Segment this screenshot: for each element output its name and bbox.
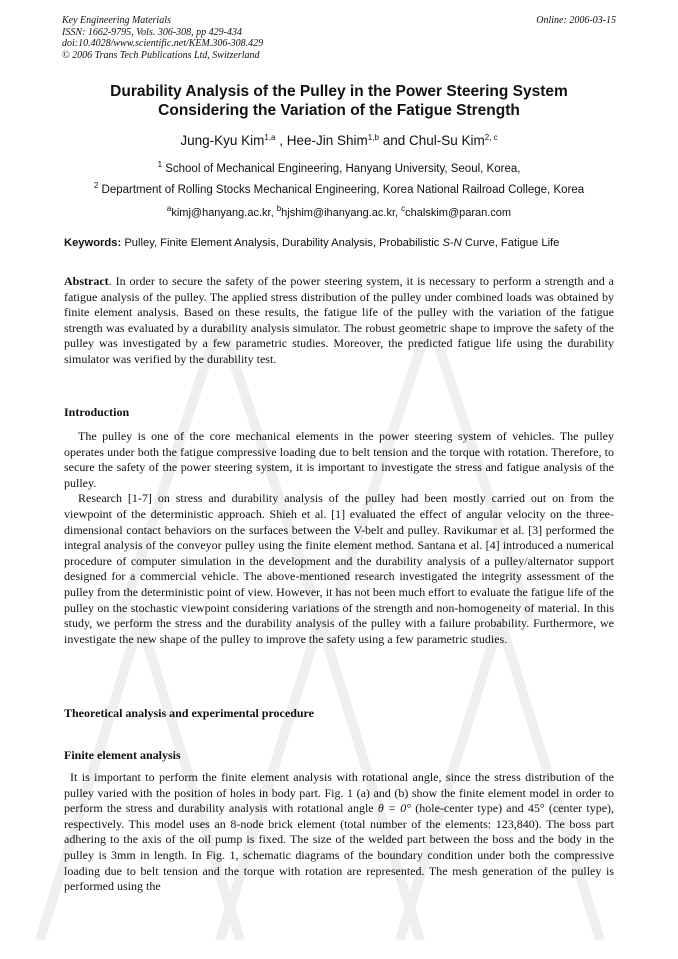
section-heading-theory: Theoretical analysis and experimental procedure: [64, 706, 314, 720]
journal-header: [62, 15, 263, 61]
fea-body: [64, 770, 614, 895]
email-a: kimj@hanyang.ac.kr,: [171, 207, 274, 219]
fea-heading: Finite element analysis: [64, 748, 181, 762]
affiliation-1: [0, 160, 678, 175]
author-2-sup: 1,b: [367, 133, 379, 142]
aff1-text: School of Mechanical Engineering, Hanyang University, Seoul, Korea,: [165, 163, 521, 175]
email-c: chalskim@paran.com: [405, 207, 512, 219]
keywords-italic: S-N: [442, 237, 462, 249]
abstract-text: . In order to secure the safety of the power steering system, it is necessary to perform a strength and a fatigue analysis of the pulley. The applied stress distribution of the pulley under combined loads was obtained by finite element analysis. Based on these results, the fatigue life of the pulley with the variation of the fatigue strength was evaluated by a durability analysis simulator. The robust geometric shape to improve the safety of the pulley was investigated by a few parametric studies. Moreover, the predicted fatigue life using the durability simulator was verified by the durability test.: [64, 274, 614, 366]
keywords-text-1: Pulley, Finite Element Analysis, Durability Analysis, Probabilistic: [124, 237, 440, 249]
author-and: and: [382, 133, 406, 148]
intro-paragraph-1: The pulley is one of the core mechanical elements in the power steering system of vehicles. The pulley operates under both the fatigue compressive loading due to belt tension and the torque with rotation. Therefore, to secure the safety of the power steering system, it is important to investigate the stress and fatigue analysis of the pulley.: [64, 429, 614, 490]
abstract: [64, 274, 614, 368]
title-line-1: Durability Analysis of the Pulley in the Power Steering System: [110, 83, 568, 100]
journal-name: Key Engineering Materials: [62, 15, 171, 26]
email-c-sup: c: [401, 204, 406, 213]
fea-paragraph-1: [64, 770, 614, 895]
aff1-sup: 1: [157, 160, 163, 169]
issn: ISSN: 1662-9795, Vols. 306-308, pp 429-434: [62, 26, 242, 38]
author-1-sup: 1,a: [264, 133, 276, 142]
introduction-body: [64, 429, 614, 647]
fea-text-b: (hole-center type) and 45° (center type), respectively. This model uses an 8-node brick element (total number of the elements: 123,840). The boss part adhering to the axis of the oil pump is fixed. The size of the welded part between the boss and the body in the pulley is 3mm in length. In Fig. 1, schematic diagrams of the boundary condition under both the compressive loading due to belt tension and the torque with rotation are represented. The mesh generation of the pulley is performed using the: [64, 801, 615, 894]
email-line: [0, 204, 678, 219]
author-1: Jung-Kyu Kim: [180, 133, 265, 148]
author-3: Chul-Su Kim: [408, 133, 485, 148]
copyright: © 2006 Trans Tech Publications Ltd, Switzerland: [62, 49, 260, 61]
abstract-label: Abstract: [64, 274, 109, 288]
affiliation-2: [0, 181, 678, 196]
doi: doi:10.4028/www.scientific.net/KEM.306-308.429: [62, 38, 264, 49]
email-a-sup: a: [166, 204, 172, 213]
author-2: Hee-Jin Shim: [286, 133, 368, 148]
fea-text-a: It is important to perform the finite element analysis with rotational angle, since the stress distribution of the pulley varied with the position of holes in body part. Fig. 1 (a) and (b) show the finite element model in order to perform the stress and durability analysis with rotational angle: [64, 770, 614, 816]
paper-title: [0, 82, 678, 120]
email-b-sup: b: [276, 204, 282, 213]
author-list: Jung-Kyu Kim$^{1,a}$ , Hee-Jin Shim$^{1,b}$ and Chul-Su Kim$^{2, c}$: [180, 133, 498, 148]
author-3-sup: 2, c: [484, 133, 498, 142]
theta-symbol: θ = 0°: [377, 801, 412, 816]
aff2-sup: 2: [93, 181, 99, 190]
keywords-label: Keywords:: [64, 237, 122, 249]
title-line-2: Considering the Variation of the Fatigue Strength: [158, 102, 520, 119]
email-b: hjshim@ihanyang.ac.kr,: [281, 207, 399, 219]
aff2-text: Department of Rolling Stocks Mechanical Engineering, Korea National Railroad College, Korea: [101, 184, 585, 196]
online-date: Online: 2006-03-15: [536, 15, 616, 26]
intro-paragraph-2: Research [1-7] on stress and durability analysis of the pulley had been mostly carried out on from the viewpoint of the deterministic approach. Shieh et al. [1] evaluated the effect of angular velocity on the three-dimensional contact behaviors on the surfaces between the V-belt and pulley. Ravikumar et al. [3] performed the integral analysis of the conveyor pulley using the finite element method. Santana et al. [4] introduced a numerical procedure of computer simulation in the development and the durability analysis of a pulley/alternator support designed for a commercial vehicle. The above-mentioned research investigated the integrity assessment of the pulley from the deterministic point of view. However, it has not been much effort to evaluate the fatigue life of the pulley on the stochastic viewpoint considering variations of the strength and non-homogeneity of material. In this study, we perform the stress and the durability analysis of the pulley with a failure probability. Furthermore, we investigate the new shape of the pulley to improve the safety using a few parametric studies.: [64, 491, 614, 646]
introduction-heading: Introduction: [64, 405, 130, 419]
keywords-text-2: Curve, Fatigue Life: [464, 237, 560, 249]
keywords: [64, 237, 624, 249]
